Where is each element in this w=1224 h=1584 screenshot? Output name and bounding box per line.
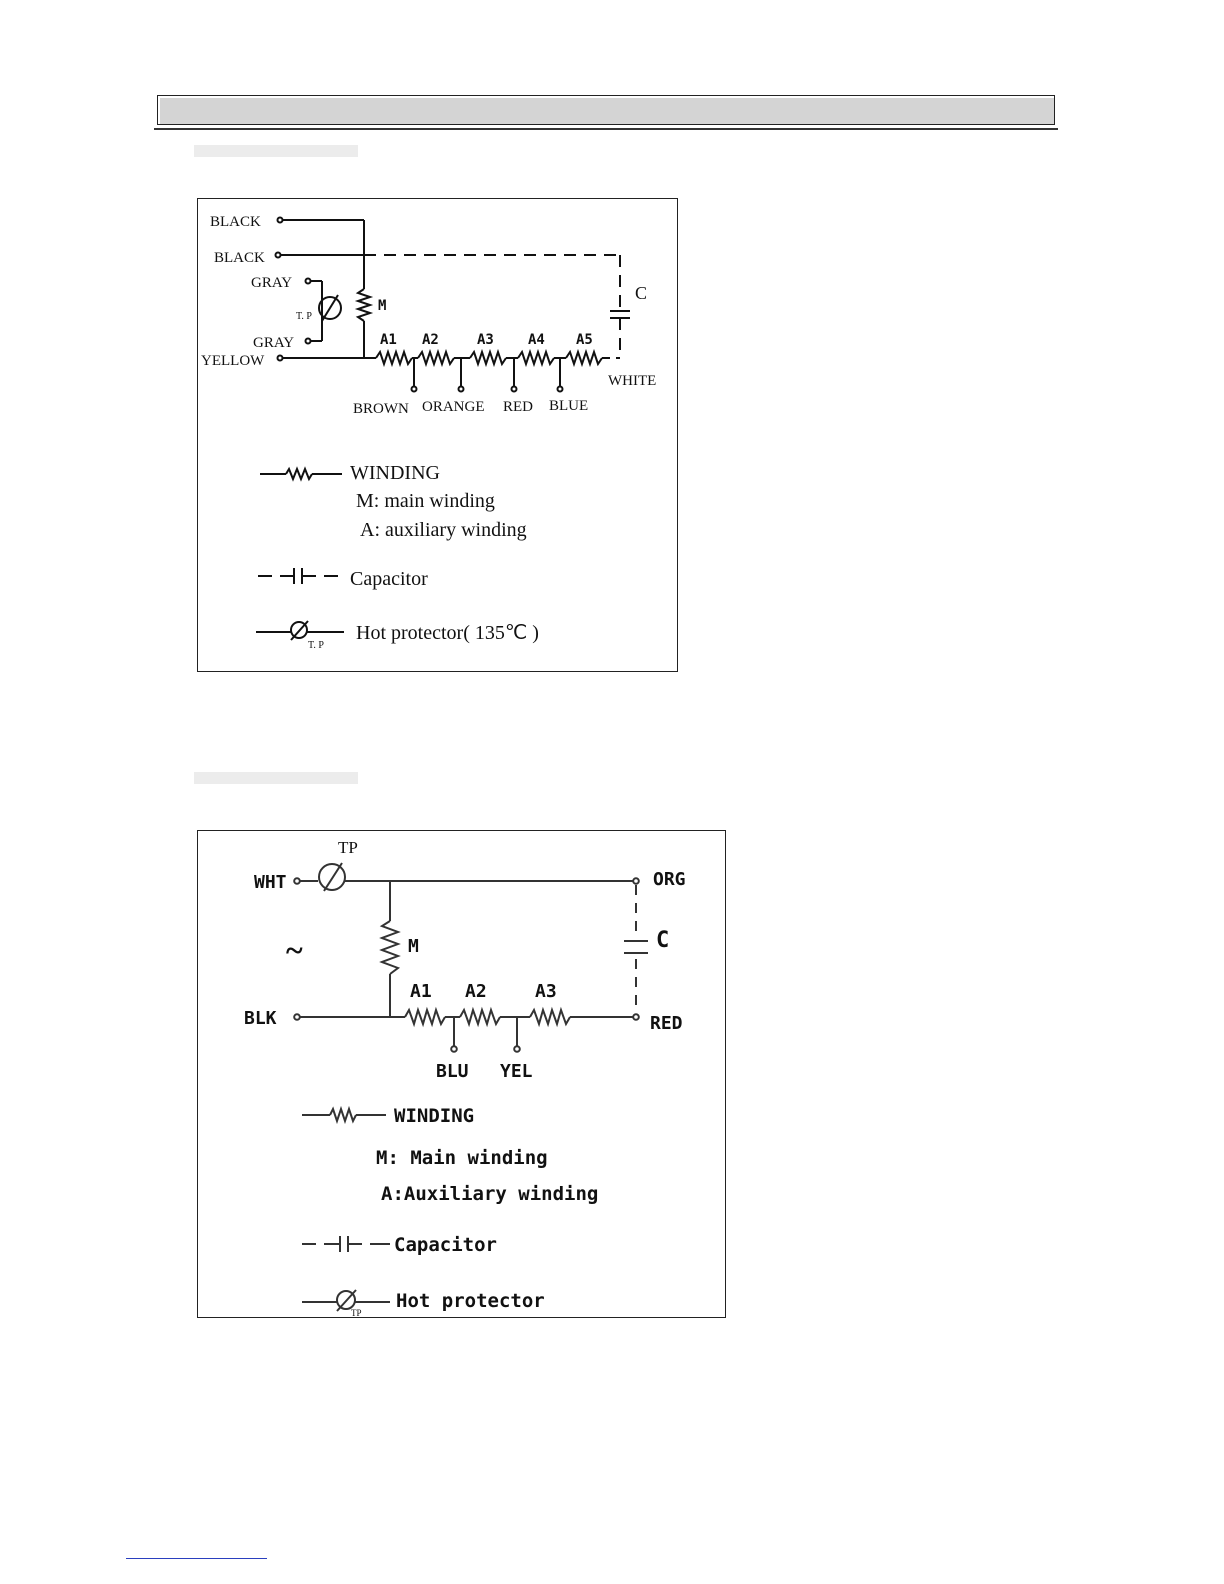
wiring-diagram-1-svg xyxy=(198,199,679,673)
lead-label-black-2: BLACK xyxy=(214,250,265,266)
capacitor-label: C xyxy=(635,283,648,303)
legend-capacitor: Capacitor xyxy=(350,568,428,590)
legend-hot-protector: Hot protector( 135℃ ) xyxy=(356,622,539,644)
wiring-diagram-2 xyxy=(197,830,726,1318)
capacitor-label-2: C xyxy=(656,928,670,953)
lead-label-red: RED xyxy=(503,399,533,415)
legend-tp-2: TP xyxy=(351,1308,362,1318)
ac-symbol: ~ xyxy=(286,932,303,968)
footer-link-underline xyxy=(126,1558,267,1559)
lead-label-wht: WHT xyxy=(254,872,287,893)
wiring-diagram-2-svg xyxy=(198,831,727,1319)
tap-a1: A1 xyxy=(380,332,397,348)
lead-label-gray-1: GRAY xyxy=(251,275,293,291)
tap-a3-2: A3 xyxy=(535,981,557,1002)
wiring-diagram-1 xyxy=(197,198,678,672)
lead-label-white: WHITE xyxy=(608,373,657,389)
legend-winding: WINDING xyxy=(350,462,440,484)
tap-a5: A5 xyxy=(576,332,593,348)
tap-a3: A3 xyxy=(477,332,494,348)
legend-hot-protector-2: Hot protector xyxy=(396,1290,545,1312)
lead-label-org: ORG xyxy=(653,869,686,890)
legend-aux-winding: A: auxiliary winding xyxy=(360,519,527,541)
faint-heading-2 xyxy=(194,772,358,784)
tap-a4: A4 xyxy=(528,332,545,348)
main-winding-label: M xyxy=(378,298,387,314)
lead-label-yellow: YELLOW xyxy=(201,353,265,369)
lead-label-black-1: BLACK xyxy=(210,214,261,230)
lead-label-gray-2: GRAY xyxy=(253,335,295,351)
main-winding-label-2: M xyxy=(408,936,419,957)
tap-a1-2: A1 xyxy=(410,981,432,1002)
legend-aux-winding-2: A:Auxiliary winding xyxy=(381,1183,599,1205)
tp-label: T. P xyxy=(296,311,312,322)
lead-label-blk: BLK xyxy=(244,1008,277,1029)
header-rule xyxy=(154,128,1058,130)
legend-tp: T. P xyxy=(308,640,324,651)
lead-label-blue: BLUE xyxy=(549,398,589,414)
tp-label-2: TP xyxy=(338,838,358,857)
legend-main-winding: M: main winding xyxy=(356,490,495,512)
lead-label-blu: BLU xyxy=(436,1061,469,1082)
section-header-bar xyxy=(157,95,1055,125)
lead-label-yel: YEL xyxy=(500,1061,533,1082)
faint-heading-1 xyxy=(194,145,358,157)
tap-a2-2: A2 xyxy=(465,981,487,1002)
legend-main-winding-2: M: Main winding xyxy=(376,1147,548,1169)
lead-label-orange: ORANGE xyxy=(422,399,485,415)
lead-label-brown: BROWN xyxy=(353,401,409,417)
lead-label-red-2: RED xyxy=(650,1013,683,1034)
legend-winding-2: WINDING xyxy=(394,1105,475,1127)
tap-a2: A2 xyxy=(422,332,439,348)
legend-capacitor-2: Capacitor xyxy=(394,1234,497,1256)
